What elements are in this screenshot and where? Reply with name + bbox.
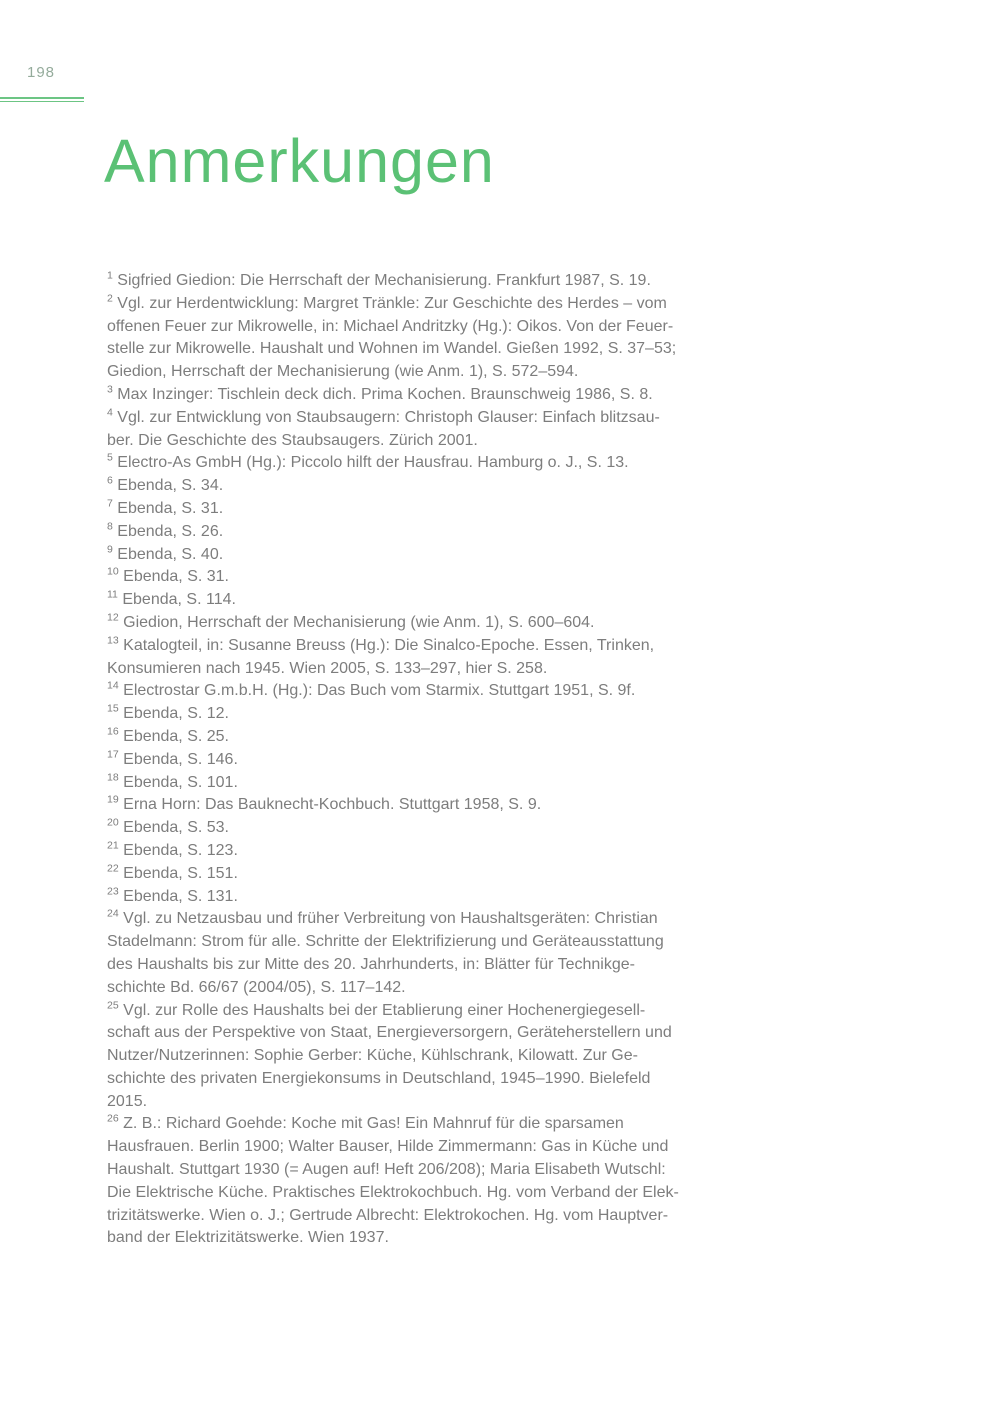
note-item: $^{14}$ Electrostar G.m.b.H. (Hg.): Das Buch vom Starmix. Stuttgart 1951, S. 9f.	[107, 680, 636, 700]
note-number: 17	[107, 748, 119, 761]
note-number: 11	[107, 588, 118, 601]
note-number: 3	[107, 383, 113, 396]
note-number: 14	[107, 680, 119, 693]
note-number: 7	[107, 497, 113, 510]
note-number: 26	[107, 1113, 119, 1126]
note-item: $^{21}$ Ebenda, S. 123.	[107, 839, 238, 859]
note-item: $^{26}$ Z. B.: Richard Goehde: Koche mit Gas! Ein Mahnruf für die sparsamen Hausfrauen. Berlin 1900; Walter Bauser, Hilde Zimmermann: Gas in Küche und Haushalt. Stuttgart 1930 (= Augen auf! Heft 206/208); Maria Elisabeth Wutschl: Die Elektrische Küche. Praktisches Elektrokochbuch. Hg. vom Verband der Elek- trizitätswerke. Wien o. J.; Gertrude Albrecht: Elektrokochen. Hg. vom Hauptver- band der Elektrizitätswerke. Wien 1937.	[107, 1113, 679, 1247]
note-number: 2	[107, 292, 113, 305]
note-number: 4	[107, 406, 113, 419]
note-number: 16	[107, 725, 119, 738]
note-number: 8	[107, 520, 113, 533]
note-number: 22	[107, 862, 119, 875]
note-item: $^{13}$ Katalogteil, in: Susanne Breuss (Hg.): Die Sinalco-Epoche. Essen, Trinken, Konsumieren nach 1945. Wien 2005, S. 133–297, hier S. 258.	[107, 634, 655, 677]
note-item: $^8$ Ebenda, S. 26.	[107, 520, 224, 540]
notes-list	[107, 270, 807, 1250]
note-number: 6	[107, 474, 113, 487]
note-item: $^{24}$ Vgl. zu Netzausbau und früher Verbreitung von Haushaltsgeräten: Christian Stadelmann: Strom für alle. Schritte der Elektrifizierung und Geräteausstattung des Haushalts bis zur Mitte des 20. Jahrhunderts, in: Blätter für Technikge- schichte Bd. 66/67 (2004/05), S. 117–142.	[107, 907, 664, 996]
note-number: 15	[107, 702, 119, 715]
page-number-rule	[0, 97, 84, 102]
note-item: $^7$ Ebenda, S. 31.	[107, 497, 224, 517]
note-item: $^{19}$ Erna Horn: Das Bauknecht-Kochbuch. Stuttgart 1958, S. 9.	[107, 794, 542, 814]
note-item: $^4$ Vgl. zur Entwicklung von Staubsaugern: Christoph Glauser: Einfach blitzsau- ber. Die Geschichte des Staubsaugers. Zürich 2001.	[107, 406, 660, 449]
note-number: 13	[107, 634, 119, 647]
note-number: 23	[107, 885, 119, 898]
note-number: 12	[107, 611, 119, 624]
note-number: 19	[107, 794, 119, 806]
page-number: 198	[27, 64, 56, 81]
note-item: $^{25}$ Vgl. zur Rolle des Haushalts bei der Etablierung einer Hochenergiegesell- schaft aus der Perspektive von Staat, Energieversorgern, Geräteherstellern und Nutzer/Nutzerinnen: Sophie Gerber: Küche, Kühlschrank, Kilowatt. Zur Ge- schichte des privaten Energiekonsums in Deutschland, 1945–1990. Bielefeld 2015.	[107, 999, 672, 1110]
note-item: $^5$ Electro-As GmbH (Hg.): Piccolo hilft der Hausfrau. Hamburg o. J., S. 13.	[107, 452, 629, 472]
note-item: $^{11}$ Ebenda, S. 114.	[107, 588, 236, 609]
note-item: $^{10}$ Ebenda, S. 31.	[107, 566, 229, 586]
note-number: 18	[107, 771, 119, 784]
note-item: $^{22}$ Ebenda, S. 151.	[107, 862, 238, 882]
rule-top-line	[0, 97, 84, 99]
note-item: $^1$ Sigfried Giedion: Die Herrschaft der Mechanisierung. Frankfurt 1987, S. 19.	[107, 269, 651, 289]
note-item: $^{12}$ Giedion, Herrschaft der Mechanisierung (wie Anm. 1), S. 600–604.	[107, 611, 595, 631]
page-title: Anmerkungen	[104, 127, 495, 195]
note-number: 25	[107, 999, 119, 1012]
note-number: 24	[107, 907, 119, 920]
note-number: 9	[107, 543, 113, 556]
note-item: $^{17}$ Ebenda, S. 146.	[107, 748, 238, 768]
note-item: $^{16}$ Ebenda, S. 25.	[107, 725, 229, 745]
note-item: $^6$ Ebenda, S. 34.	[107, 474, 224, 495]
rule-bottom-line	[0, 101, 84, 102]
note-item: $^3$ Max Inzinger: Tischlein deck dich. Prima Kochen. Braunschweig 1986, S. 8.	[107, 383, 653, 403]
note-item: $^2$ Vgl. zur Herdentwicklung: Margret Tränkle: Zur Geschichte des Herdes – vom offenen Feuer zur Mikrowelle, in: Michael Andritzky (Hg.): Oikos. Von der Feuer- stelle zur Mikrowelle. Haushalt und Wohnen im Wandel. Gießen 1992, S. 37–53; Giedion, Herrschaft der Mechanisierung (wie Anm. 1), S. 572–594.	[107, 292, 677, 381]
note-number: 10	[107, 566, 119, 579]
note-item: $^{23}$ Ebenda, S. 131.	[107, 885, 238, 905]
note-number: 21	[107, 839, 119, 852]
note-item: $^{20}$ Ebenda, S. 53.	[107, 816, 229, 837]
note-item: $^{18}$ Ebenda, S. 101.	[107, 771, 238, 791]
note-item: $^9$ Ebenda, S. 40.	[107, 543, 224, 563]
note-number: 1	[107, 269, 113, 282]
note-number: 20	[107, 816, 119, 829]
note-number: 5	[107, 452, 113, 465]
note-item: $^{15}$ Ebenda, S. 12.	[107, 702, 229, 723]
